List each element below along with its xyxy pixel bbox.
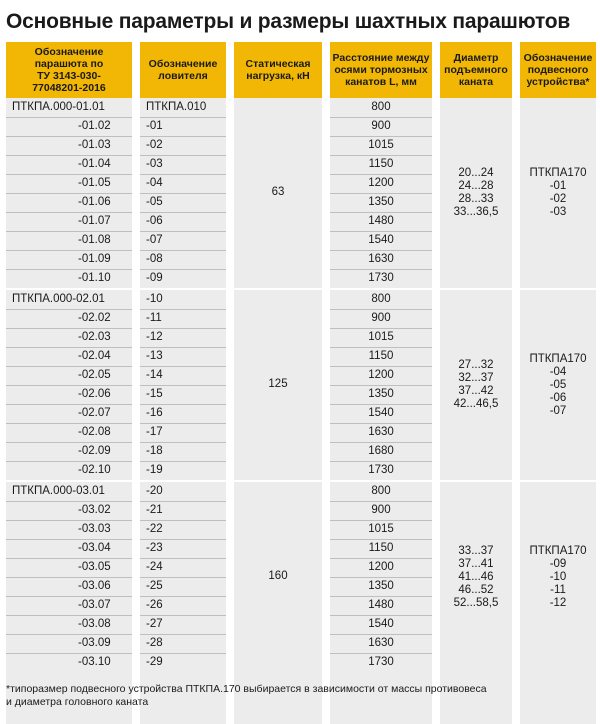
static-load-cell: 160 (268, 570, 288, 582)
table-cell: -03.06 (78, 580, 111, 592)
table-cell: -01.05 (78, 177, 111, 189)
table-cell: -10 (146, 293, 163, 305)
table-cell: -02.02 (78, 312, 111, 324)
table-cell: -03.03 (78, 523, 111, 535)
table-cell: ПТКПА.000-03.01 (12, 485, 105, 497)
table-cell: -23 (146, 542, 163, 554)
column-header (440, 42, 512, 98)
table-cell: -02.10 (78, 464, 111, 476)
column-header-line: нагрузка, кН (246, 70, 310, 82)
rope-diameter-value: 52...58,5 (453, 596, 499, 609)
row-divider (6, 404, 132, 405)
table-cell: -02.05 (78, 369, 111, 381)
row-divider (6, 501, 132, 502)
table-cell: -03.05 (78, 561, 111, 573)
column-header-line: Обозначение (523, 52, 593, 64)
suspension-device-value: -01 (549, 180, 567, 192)
row-divider (6, 174, 132, 175)
table-cell: 1200 (368, 369, 394, 381)
table-cell: 1540 (368, 407, 394, 419)
table-cell: 1015 (368, 331, 394, 343)
table-cell: -16 (146, 407, 163, 419)
table-cell: 800 (371, 485, 391, 497)
table-cell: -03.02 (78, 504, 111, 516)
table-cell: -03.08 (78, 618, 111, 630)
rope-diameter-value: 33...36,5 (453, 206, 499, 218)
table-cell: -22 (146, 523, 163, 535)
row-divider (6, 558, 132, 559)
table-cell: -07 (146, 234, 163, 246)
table-cell: -01.08 (78, 234, 111, 246)
rope-diameter-value: 28...33 (458, 193, 494, 205)
column-header-line: подъемного (444, 64, 508, 76)
table-cell: -03 (146, 158, 163, 170)
row-divider (6, 615, 132, 616)
suspension-device-value: -12 (549, 596, 567, 609)
table-cell: 1015 (368, 139, 394, 151)
column-header-line: Диаметр (453, 52, 499, 64)
footnote-line: *типоразмер подвесного устройства ПТКПА.170 выбирается в зависимости от массы противовеса (6, 683, 487, 695)
static-load-cell: 125 (268, 378, 288, 390)
table-cell: -25 (146, 580, 163, 592)
table-cell: -06 (146, 215, 163, 227)
page-title: Основные параметры и размеры шахтных парашютов (6, 10, 571, 33)
table-cell: -28 (146, 637, 163, 649)
row-divider (6, 461, 132, 462)
table-cell: ПТКПА.000-02.01 (12, 293, 105, 305)
rope-diameter-value: 20...24 (458, 167, 494, 179)
table-cell: -18 (146, 445, 163, 457)
table-cell: -11 (146, 312, 162, 324)
table-cell: 1730 (368, 464, 394, 476)
table-cell: -13 (146, 350, 163, 362)
column-header-line: ТУ 3143-030- (37, 70, 101, 82)
table-cell: 1630 (368, 637, 394, 649)
row-divider (6, 520, 132, 521)
table-cell: -01.09 (78, 253, 111, 265)
table-cell: 1350 (368, 580, 394, 592)
table-cell: -12 (146, 331, 163, 343)
table-cell: -02.07 (78, 407, 111, 419)
table-cell: -20 (146, 485, 163, 497)
rope-diameter-value: 27...32 (458, 359, 494, 371)
footnote (6, 683, 596, 709)
table-cell: 1150 (368, 158, 394, 170)
table-cell: -03.04 (78, 542, 111, 554)
suspension-device-cell (520, 353, 596, 418)
table-cell: -09 (146, 272, 163, 284)
row-divider (6, 328, 132, 329)
table-cell: -02.08 (78, 426, 111, 438)
row-divider (6, 423, 132, 424)
column-header-line: парашюта по (34, 58, 104, 70)
row-divider (6, 212, 132, 213)
column-header-line: осями тормозных (334, 64, 428, 76)
table-cell: -17 (146, 426, 163, 438)
row-divider (6, 385, 132, 386)
row-divider (6, 136, 132, 137)
rope-diameter-value: 41...46 (458, 570, 494, 583)
column-header-line: ловителя (158, 70, 208, 82)
column-header-line: 77048201-2016 (32, 82, 106, 94)
row-divider (6, 539, 132, 540)
table-cell: -01.04 (78, 158, 111, 170)
table-cell: -05 (146, 196, 163, 208)
table-cell: 1150 (368, 350, 394, 362)
table-cell: 1150 (368, 542, 394, 554)
suspension-device-value: -10 (549, 570, 567, 583)
table-cell: 1350 (368, 196, 394, 208)
table-cell: 900 (371, 312, 391, 324)
table-cell: -08 (146, 253, 163, 265)
table-cell: 800 (371, 293, 391, 305)
table-cell: -03.09 (78, 637, 111, 649)
column-header (520, 42, 596, 98)
table-cell: 1630 (368, 253, 394, 265)
rope-diameter-value: 37...41 (458, 557, 494, 570)
suspension-device-value: -03 (549, 206, 567, 218)
table-cell: 1015 (368, 523, 394, 535)
footnote-line: и диаметра головного каната (6, 696, 149, 708)
row-divider (6, 366, 132, 367)
column-header-line: Обозначение (148, 58, 218, 70)
table-cell: 1730 (368, 656, 394, 668)
suspension-device-value: -04 (549, 365, 567, 378)
table-cell: -01.03 (78, 139, 111, 151)
column-header-line: подвесного (527, 64, 589, 76)
table-cell: ПТКПА.010 (146, 101, 207, 113)
suspension-device-cell (520, 167, 596, 219)
suspension-device-value: ПТКПА170 (529, 352, 587, 365)
column-header (6, 42, 132, 98)
row-divider (6, 653, 132, 654)
row-divider (6, 269, 132, 270)
table-cell: -01.02 (78, 120, 111, 132)
table-cell: -01.06 (78, 196, 111, 208)
table-cell: -04 (146, 177, 163, 189)
table-cell: -03.10 (78, 656, 111, 668)
suspension-device-value: -05 (549, 378, 567, 391)
row-divider (6, 155, 132, 156)
table-cell: -01 (146, 120, 163, 132)
rope-diameter-cell (440, 545, 512, 610)
rope-diameter-value: 37...42 (458, 385, 494, 397)
table-cell: -29 (146, 656, 163, 668)
column-body (6, 98, 132, 724)
table-cell: -21 (146, 504, 163, 516)
table-cell: -26 (146, 599, 163, 611)
rope-diameter-value: 33...37 (458, 544, 494, 557)
rope-diameter-cell (440, 167, 512, 219)
table-cell: 1200 (368, 177, 394, 189)
table-cell: -15 (146, 388, 163, 400)
table-cell: 1350 (368, 388, 394, 400)
suspension-device-value: -11 (550, 583, 566, 596)
suspension-device-value: ПТКПА170 (529, 544, 587, 557)
rope-diameter-cell (440, 359, 512, 411)
row-divider (6, 309, 132, 310)
table-cell: 900 (371, 120, 391, 132)
suspension-device-value: -09 (549, 557, 567, 570)
suspension-device-value: -06 (549, 391, 567, 404)
suspension-device-cell (520, 545, 596, 610)
column-header (234, 42, 322, 98)
rope-diameter-value: 46...52 (458, 583, 494, 596)
column-header-line: канатов L, мм (345, 76, 417, 88)
row-divider (6, 634, 132, 635)
table-cell: 1480 (368, 215, 394, 227)
table-cell: -02.06 (78, 388, 111, 400)
row-divider (6, 231, 132, 232)
column-header-line: Статическая (245, 58, 311, 70)
table-cell: 900 (371, 504, 391, 516)
table-cell: 1730 (368, 272, 394, 284)
table-cell: -01.10 (78, 272, 111, 284)
table-cell: -02.04 (78, 350, 111, 362)
table-cell: 1480 (368, 599, 394, 611)
table-cell: 1630 (368, 426, 394, 438)
column-header-line: Обозначение (34, 46, 104, 58)
column-header-line: Расстояние между (332, 52, 430, 64)
column-header (140, 42, 226, 98)
suspension-device-value: -07 (549, 404, 567, 417)
table-cell: -02 (146, 139, 163, 151)
table-cell: 1540 (368, 618, 394, 630)
column-header-line: устройства* (526, 76, 590, 88)
row-divider (6, 577, 132, 578)
row-divider (6, 193, 132, 194)
table-cell: 1680 (368, 445, 394, 457)
table-cell: -01.07 (78, 215, 111, 227)
row-divider (6, 117, 132, 118)
suspension-device-value: -02 (549, 193, 567, 205)
table-cell: -27 (146, 618, 163, 630)
static-load-cell: 63 (271, 186, 285, 198)
row-divider (6, 250, 132, 251)
table-cell: 800 (371, 101, 391, 113)
row-divider (6, 596, 132, 597)
table-cell: -19 (146, 464, 163, 476)
column-header (330, 42, 432, 98)
table-cell: ПТКПА.000-01.01 (12, 101, 105, 113)
table-cell: 1540 (368, 234, 394, 246)
table-cell: -02.03 (78, 331, 111, 343)
table-cell: -03.07 (78, 599, 111, 611)
suspension-device-value: ПТКПА170 (529, 167, 587, 179)
row-divider (6, 442, 132, 443)
table-cell: -24 (146, 561, 163, 573)
row-divider (6, 347, 132, 348)
rope-diameter-value: 32...37 (458, 372, 494, 384)
table-cell: -02.09 (78, 445, 111, 457)
rope-diameter-value: 24...28 (458, 180, 494, 192)
table-cell: 1200 (368, 561, 394, 573)
rope-diameter-value: 42...46,5 (453, 398, 499, 410)
column-header-line: каната (458, 76, 494, 88)
table-cell: -14 (146, 369, 163, 381)
